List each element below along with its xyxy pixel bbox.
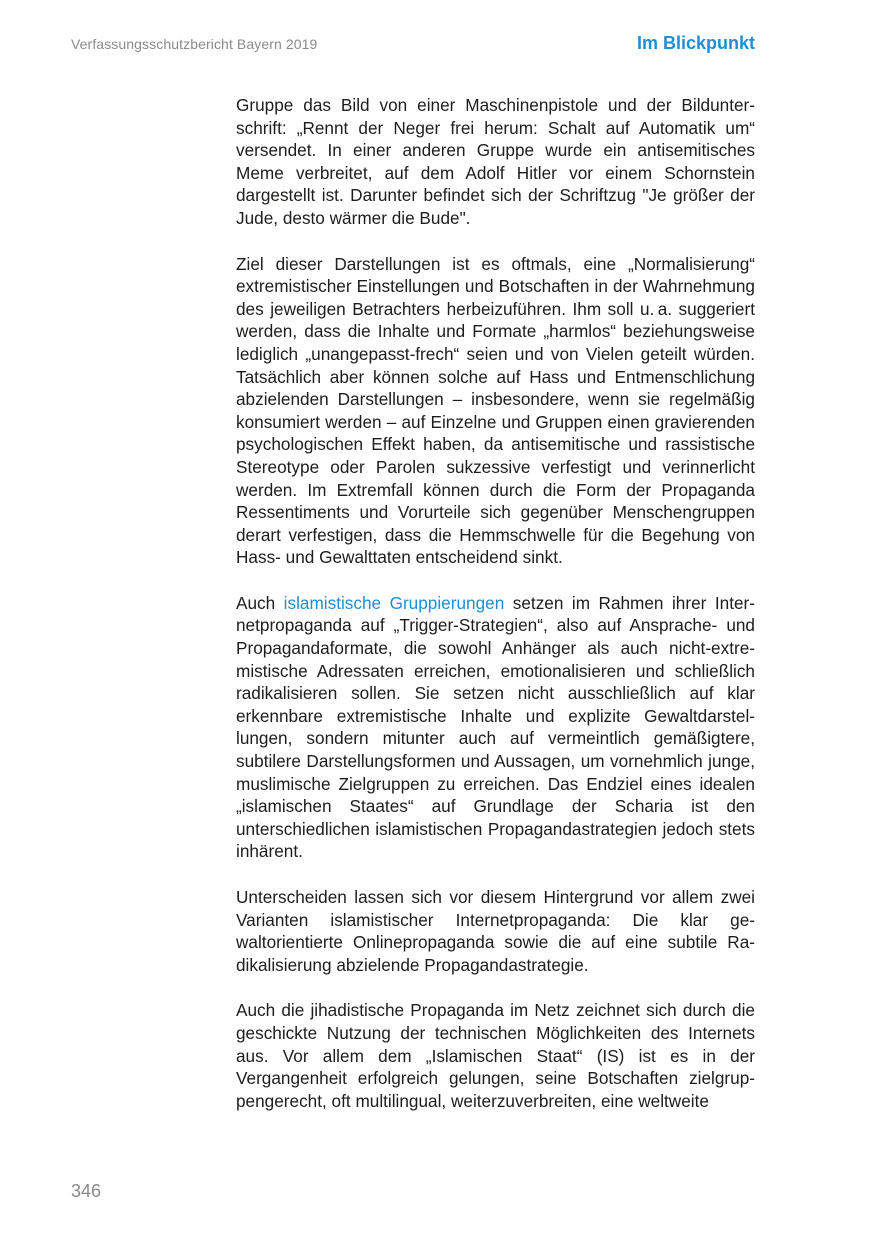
running-header-title: Verfassungsschutzbericht Bayern 2019 (71, 36, 318, 52)
paragraph-3-prefix: Auch (236, 592, 284, 613)
islamist-groups-link[interactable]: islamistische Gruppierungen (283, 592, 505, 613)
main-text-column (236, 94, 755, 1135)
paragraph-2: Ziel dieser Darstellungen ist es oftmals, eine „Normalisierung“ extremistischer Einstellungen und Botschaften in der Wahrnehmung des jeweiligen Betrachters herbeizuführen. Ihm soll u. a. suggeriert werden, dass die Inhalte und Formate „harmlos“ beziehungsweise lediglich „unangepasst-frech“ seien und von Vielen geteilt würden. Tatsächlich aber können solche auf Hass und Entmenschlichung abzielenden Darstellungen – insbesondere, wenn sie regelmäßig konsumiert werden – auf Einzelne und Gruppen einen gravierenden psychologischen Effekt haben, da antisemitische und rassistische Stereotype oder Parolen sukzessive verfestigt und verinnerlicht werden. Im Extremfall können durch die Form der Propaganda Ressentiments und Vorurteile sich gegenüber Menschengruppen derart verfestigen, dass die Hemmschwelle für die Begehung von Hass- und Gewalttaten entscheidend sinkt. (236, 253, 755, 568)
section-title: Im Blickpunkt (636, 33, 755, 53)
paragraph-3 (236, 592, 755, 863)
paragraph-5: Auch die jihadistische Propaganda im Netz zeichnet sich durch die geschickte Nutzung der technischen Möglichkeiten des Internets aus. Vor allem dem „Islamischen Staat“ (IS) ist es in der Vergangenheit erfolgreich gelungen, seine Botschaften zielgruppengerecht, oft multilingual, weiterzuverbreiten, eine weltweite (236, 1000, 755, 1111)
page-number: 346 (71, 1181, 102, 1201)
paragraph-4: Unterscheiden lassen sich vor diesem Hintergrund vor allem zwei Varianten islamistischer Internetpropaganda: Die klar gewaltorientierte Onlinepropaganda sowie die auf eine subtile Radikalisierung abzielende Propagandastrategie. (236, 887, 755, 975)
paragraph-3-text: setzen im Rahmen ihrer Internetpropaganda auf „Trigger-Strategien“, also auf Ansprache- und Propagandaformate, die sowohl Anhänger als auch nicht-extremistische Adressaten erreichen, emotionalisieren und schließlich radikalisieren sollen. Sie setzen nicht ausschließlich auf klar erkennbare extremistische Inhalte und explizite Gewaltdarstellungen, sondern mitunter auch auf vermeintlich gemäßigtere, subtilere Darstellungsformen und Aussagen, um vornehmlich junge, muslimische Zielgruppen zu erreichen. Das Endziel eines idealen „islamischen Staates“ auf Grundlage der Scharia ist den unterschiedlichen islamistischen Propagandastrategien jedoch stets inhärent. (236, 592, 755, 862)
paragraph-1: Gruppe das Bild von einer Maschinenpistole und der Bildunterschrift: „Rennt der Neger frei herum: Schalt auf Automatik um“ versendet. In einer anderen Gruppe wurde ein antisemitisches Meme verbreitet, auf dem Adolf Hitler vor einem Schornstein dargestellt ist. Darunter befindet sich der Schriftzug "Je größer der Jude, desto wärmer die Bude". (236, 95, 755, 228)
